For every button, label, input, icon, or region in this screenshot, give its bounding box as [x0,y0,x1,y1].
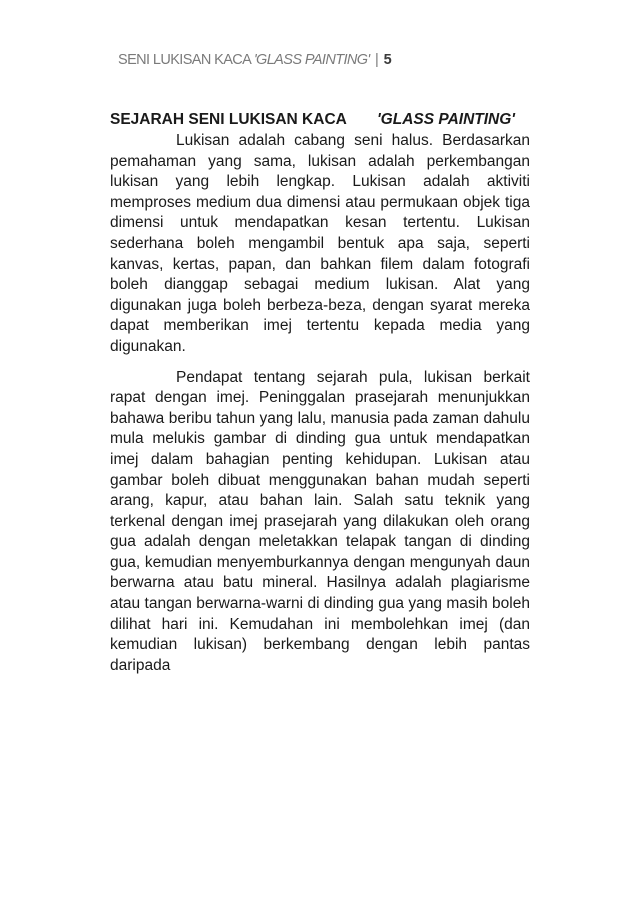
running-header-title: SENI LUKISAN KACA [118,52,251,68]
running-header [118,52,391,68]
page-number: 5 [383,52,392,68]
page-body [110,108,530,676]
paragraph-1: Lukisan adalah cabang seni halus. Berdasarkan pemahaman yang sama, lukisan adalah perkembangan lukisan yang lebih lengkap. Lukisan adalah aktiviti memproses medium dua dimensi atau permukaan objek tiga dimensi untuk mendapatkan kesan tertentu. Lukisan sederhana boleh mengambil bentuk apa saja, seperti kanvas, kertas, papan, dan bahkan filem dalam fotografi boleh dianggap sebagai medium lukisan. Alat yang digunakan juga boleh berbeza-beza, dengan syarat mereka dapat memberikan imej tertentu kepada media yang digunakan. [110,132,530,355]
paragraph-2: Pendapat tentang sejarah pula, lukisan berkait rapat dengan imej. Peninggalan prasejarah menunjukkan bahawa beribu tahun yang lalu, manusia pada zaman dahulu mula melukis gambar di dinding gua untuk mendapatkan imej dalam bahagian penting kehidupan. Lukisan atau gambar boleh dibuat menggunakan bahan mudah seperti arang, kapur, atau bahan lain. Salah satu teknik yang terkenal dengan imej prasejarah yang dilakukan oleh orang gua adalah dengan meletakkan telapak tangan di dinding gua, kemudian menyemburkannya dengan mengunyah daun berwarna atau batu mineral. Hasilnya adalah plagiarisme atau tangan berwarna-warni di dinding gua yang masih boleh dilihat hari ini. Kemudahan ini membolehkan imej (dan kemudian lukisan) berkembang dengan lebih pantas daripada [110,368,530,674]
running-header-separator: | [375,52,379,68]
running-header-title-italic: 'GLASS PAINTING' [253,52,370,68]
section-title [110,108,530,131]
section-title-italic: 'GLASS PAINTING' [377,111,515,128]
section-title-main: SEJARAH SENI LUKISAN KACA [110,111,347,128]
